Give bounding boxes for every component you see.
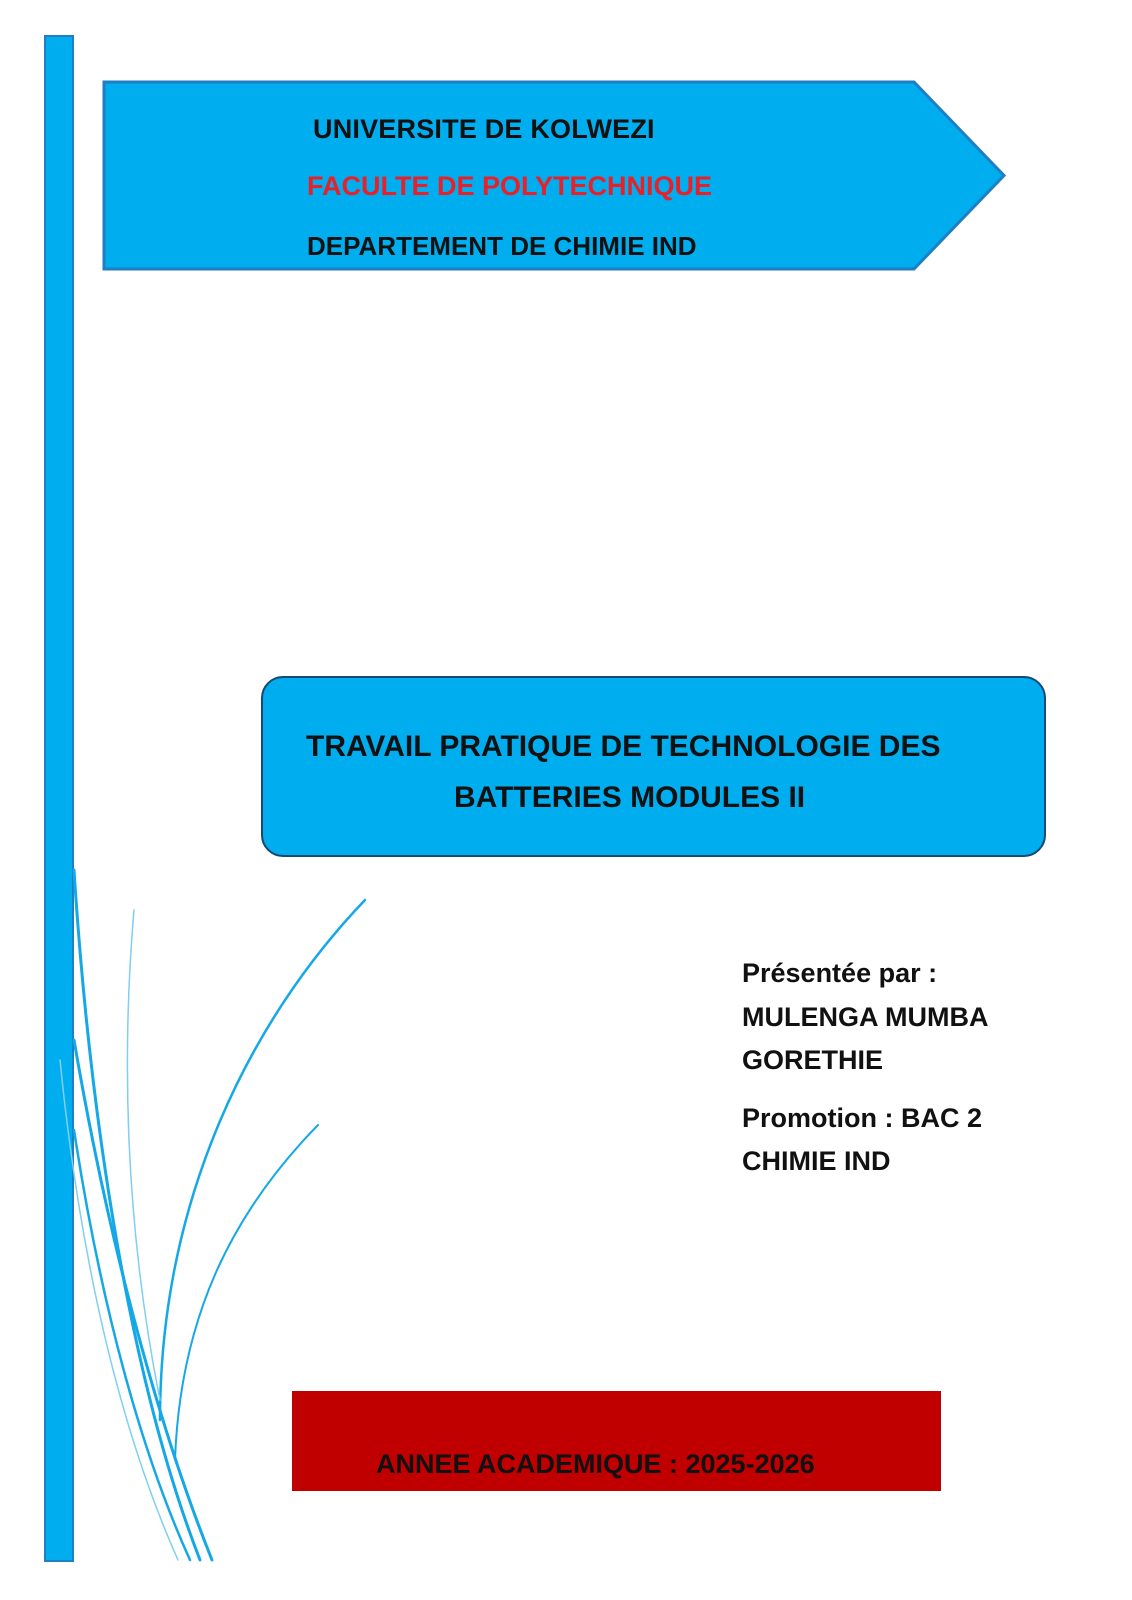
academic-year: ANNEE ACADEMIQUE : 2025-2026 <box>376 1449 815 1479</box>
faculty-name: FACULTE DE POLYTECHNIQUE <box>307 171 713 201</box>
promotion-line-2: CHIMIE IND <box>742 1146 891 1176</box>
author-name-line-1: MULENGA MUMBA <box>742 1002 989 1032</box>
author-name-line-2: GORETHIE <box>742 1045 884 1075</box>
left-vertical-bar <box>44 35 74 1562</box>
document-title-line-2: BATTERIES MODULES II <box>454 781 806 814</box>
title-box <box>261 676 1046 857</box>
university-name: UNIVERSITE DE KOLWEZI <box>313 114 655 144</box>
promotion-line-1: Promotion : BAC 2 <box>742 1103 982 1133</box>
document-title-line-1: TRAVAIL PRATIQUE DE TECHNOLOGIE DES <box>306 730 941 763</box>
presented-by-label: Présentée par : <box>742 958 938 988</box>
department-name: DEPARTEMENT DE CHIMIE IND <box>307 231 697 261</box>
